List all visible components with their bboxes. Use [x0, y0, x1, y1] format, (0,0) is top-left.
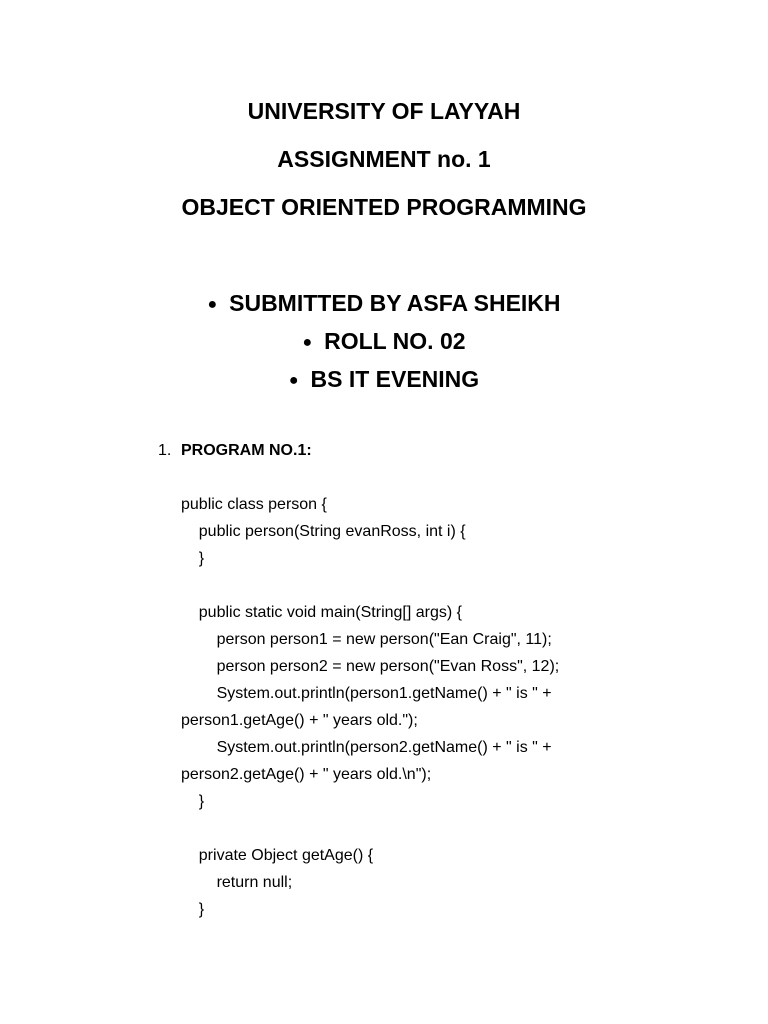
assignment-title: ASSIGNMENT no. 1	[277, 146, 491, 172]
code-line: }	[181, 901, 205, 918]
code-line	[181, 815, 621, 842]
code-line: return null;	[181, 874, 293, 891]
code-line: public static void main(String[] args) {	[181, 604, 462, 621]
roll-number-item	[0, 326, 768, 364]
code-line	[181, 572, 621, 599]
code-line: System.out.println(person1.getName() + " is " +	[181, 685, 552, 702]
bullet-icon: ●	[302, 334, 313, 351]
code-line: person person2 = new person("Evan Ross", 12);	[181, 658, 560, 675]
code-line: person2.getAge() + " years old.\n");	[181, 766, 432, 783]
program-of-study-text: BS IT EVENING	[310, 366, 480, 392]
code-line: }	[181, 793, 205, 810]
code-line: public class person {	[181, 496, 327, 513]
code-line: System.out.println(person2.getName() + " is " +	[181, 739, 552, 756]
program-number: 1.	[158, 442, 172, 459]
program-of-study-item	[0, 364, 768, 402]
code-line: public person(String evanRoss, int i) {	[181, 523, 466, 540]
submitted-by-text: SUBMITTED BY ASFA SHEIKH	[229, 290, 561, 316]
course-title: OBJECT ORIENTED PROGRAMMING	[181, 194, 587, 220]
bullet-icon: ●	[207, 296, 218, 313]
submission-details-list	[0, 288, 768, 402]
code-line: person1.getAge() + " years old.");	[181, 712, 418, 729]
roll-number-text: ROLL NO. 02	[324, 328, 466, 354]
submitted-by-item	[0, 288, 768, 326]
code-line: private Object getAge() {	[181, 847, 374, 864]
code-listing	[181, 491, 621, 923]
program-heading	[158, 439, 312, 463]
code-line: person person1 = new person("Ean Craig", 11);	[181, 631, 552, 648]
program-title: PROGRAM NO.1:	[181, 442, 312, 459]
code-line: }	[181, 550, 205, 567]
university-title: UNIVERSITY OF LAYYAH	[247, 98, 521, 124]
bullet-icon: ●	[288, 372, 299, 389]
